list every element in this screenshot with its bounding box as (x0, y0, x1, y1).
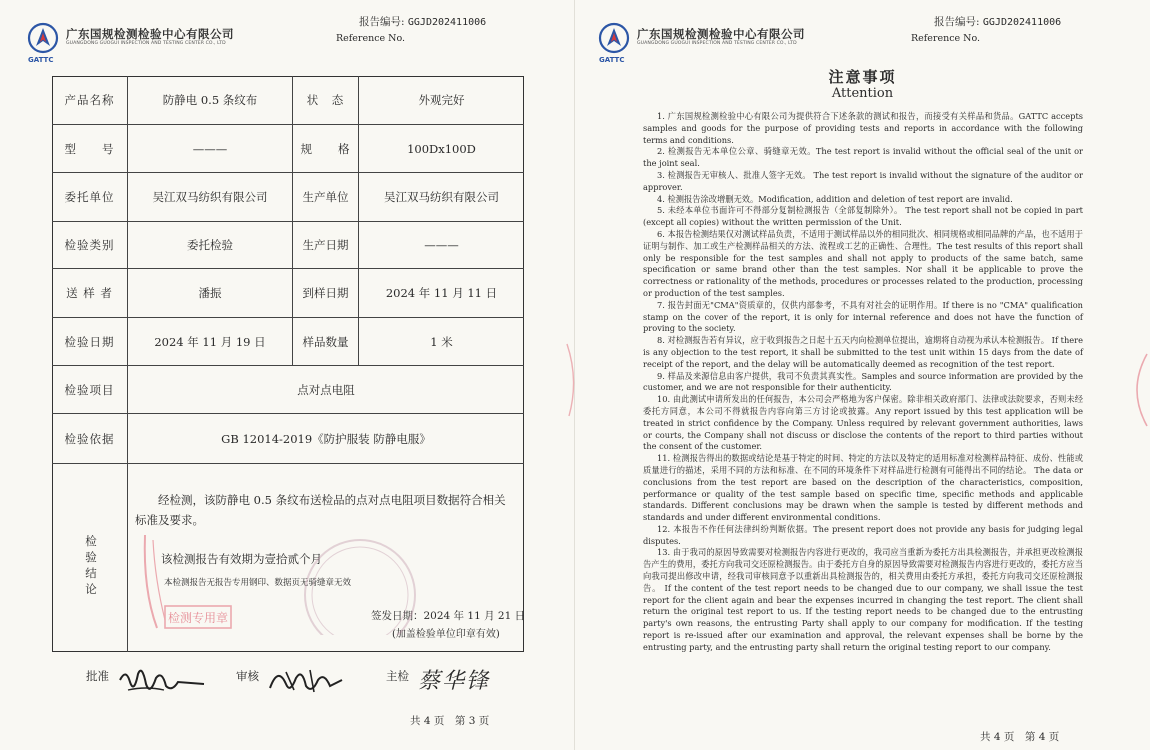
conclusion-label (52, 480, 130, 650)
category-value: 委托检验 (128, 222, 293, 269)
reference-label: Reference No. (911, 33, 981, 44)
validity-text: 该检测报告有效期为壹拾贰个月 (161, 552, 322, 566)
model-label: 型 号 (52, 125, 128, 173)
logo-text: GATTC (28, 56, 54, 64)
attention-title-cn: 注意事项 (828, 68, 897, 86)
status-label: 状 态 (293, 76, 359, 125)
report-number-value: GGJD202411006 (407, 17, 487, 28)
spec-value: 100Dx100D (359, 125, 524, 173)
attention-item: 7. 报告封面无"CMA"资质章的，仅供内部参考，不具有对社会的证明作用。If there is no "CMA" qualification stamp on the cover of the report, it is only for internal reference and does not have the function of proving to the society. (643, 299, 1083, 334)
approver-label: 批准 (86, 669, 109, 683)
attention-body (643, 111, 1083, 654)
category-label: 检验类别 (52, 222, 128, 269)
issue-note: (加盖检验单位印章有效) (392, 629, 500, 640)
attention-title-en: Attention (831, 86, 894, 101)
model-value: ——— (128, 125, 293, 173)
company-name-cn: 广东国规检测检验中心有限公司 (637, 27, 805, 41)
manufacturer-label: 生产单位 (293, 173, 359, 222)
attention-item: 11. 检测报告得出的数据或结论是基于特定的时间、特定的方法以及特定的适用标准对检测样品特征、成份、性能或质量进行的描述，采用不同的方法和标准、在不同的环境条件下对样品进行检测有可能得出不同的结论。 The data or conclusions from the test report are based on the description of the characteristics, composition, performance or quality of the test sample based on specific time, specific methods and applicable standards. Different conclusions may be drawn when the sample is tested by different methods and standards and under different environmental conditions. (643, 453, 1083, 523)
reviewer-label: 审核 (236, 669, 259, 683)
attention-item: 12. 本报告不作任何法律纠纷判断依据。The present report does not provide any basis for judging legal disputes. (643, 523, 1083, 546)
arrival-date-value: 2024 年 11 月 11 日 (359, 269, 524, 318)
company-logo (26, 22, 256, 64)
approver-signature (116, 660, 208, 700)
gattc-logo-icon (26, 22, 60, 56)
attention-item: 3. 检测报告无审核人、批准人签字无效。 The test report is invalid without the signature of the auditor or approver. (643, 169, 1083, 192)
seal-text: 检测专用章 (167, 611, 229, 625)
report-number (934, 14, 1061, 29)
reference-label: Reference No. (336, 33, 406, 44)
manufacturer-value: 吴江双马纺织有限公司 (359, 173, 524, 222)
product-name-label: 产品名称 (52, 76, 128, 125)
attention-item: 5. 未经本单位书面许可不得部分复制检测报告（全部复制除外）。 The test report shall not be copied in part (except all copies) without the written permission of the Unit. (643, 205, 1083, 228)
page-number-left: 共 4 页 第 3 页 (410, 715, 490, 727)
sample-qty-label: 样品数量 (293, 318, 359, 366)
attention-item: 13. 由于我司的原因导致需要对检测报告内容进行更改的，我司应当重新为委托方出具检测报告，并承担更改检测报告产生的费用，委托方向我司交还原检测报告。由于委托方自身的原因导致需要对检测报告内容进行更改的，委托方应当向我司提出修改申请，经我司审核同意予以重新出具检测报告的，相关费用由委托方承担，委托方向我司交还原检测报告。 If the content of the test report needs to be changed due to our company, we shall issue the test report for the client again and bear the expenses incurred in changing the test report. The client shall return the original test report to us. If the testing report needs to be changed due to the entrusting party's own reasons, the entrusting Party shall apply to our company for modification. If the testing report is re-issued after our examination and approval, the relevant expenses shall be borne by the entrusting party, and the entrusting party shall return the original testing report to our company. (643, 547, 1083, 652)
client-value: 吴江双马纺织有限公司 (128, 173, 293, 222)
attention-item: 2. 检测报告无本单位公章、骑缝章无效。The test report is invalid without the official seal of the unit or the joint seal. (643, 146, 1083, 169)
report-page-4 (575, 0, 1150, 750)
attention-item: 4. 检测报告涂改增删无效。Modification, addition and deletion of test report are invalid. (657, 193, 1013, 204)
spec-label: 规 格 (293, 125, 359, 173)
report-number (359, 14, 486, 29)
attention-item: 8. 对检测报告若有异议，应于收到报告之日起十五天内向检测单位提出，逾期将自动视为承认本检测报告。 If there is any objection to the test report, it shall be submitted to the test unit within 15 days from the date of receipt of the report, and the delay will be automatically deemed as recognition of the test report. (643, 335, 1083, 369)
conclusion-label-char: 结 (85, 566, 97, 580)
logo-text: GATTC (599, 56, 625, 64)
conclusion-label-char: 检 (85, 534, 97, 548)
seal-note: 本检测报告无报告专用钢印、数据页无骑缝章无效 (164, 578, 352, 588)
items-label: 检验项目 (52, 366, 128, 414)
gattc-logo-icon (597, 22, 631, 56)
company-name-en: GUANGDONG GUOGUI INSPECTION AND TESTING CENTER CO., LTD (637, 41, 797, 46)
company-name-en: GUANGDONG GUOGUI INSPECTION AND TESTING CENTER CO., LTD (66, 41, 226, 46)
status-value: 外观完好 (359, 76, 524, 125)
conclusion-label-char: 论 (85, 582, 97, 596)
attention-item: 10. 由此测试申请所发出的任何报告，本公司会严格地为客户保密。除非相关政府部门、法律或法院要求，否则未经委托方同意，本公司不得就报告内容向第三方讨论或披露。Any report issued by this test application will be treated in strict confidence by the Company. Unless required by relevant government authorities, laws or courts, the Company shall not discuss or disclose the contents of the report to third parties without the consent of the customer. (643, 394, 1083, 452)
attention-item: 9. 样品及来源信息由客户提供，我司不负责其真实性。Samples and source information are provided by the customer, and we are not responsible for their authenticity. (643, 370, 1083, 393)
chief-inspector-signature: 蔡华锋 (418, 669, 491, 694)
product-name-value: 防静电 0.5 条纹布 (128, 76, 293, 125)
production-date-value: ——— (359, 222, 524, 269)
company-name-cn: 广东国规检测检验中心有限公司 (66, 27, 234, 41)
sender-value: 潘振 (128, 269, 293, 318)
inspection-date-label: 检验日期 (52, 318, 128, 366)
conclusion-text: 经检测，该防静电 0.5 条纹布送检品的点对点电阻项目数据符合相关标准及要求。 (135, 493, 506, 527)
basis-value: GB 12014-2019《防护服装 防静电服》 (128, 414, 524, 464)
company-logo (597, 22, 827, 64)
attention-item: 6. 本报告检测结果仅对测试样品负责，不适用于测试样品以外的相同批次、相同规格或相同品牌的产品，也不适用于证明与制作、加工或生产检测样品相关的方法、流程或工艺的正确性、合理性。The test results of this report shall only be responsible for the test samples and shall not apply to products of the same batch, same specification or same brand other than the test samples. Nor shall it be applicable to prove the correctness or rationality of the methods, procedures or processes related to the production, processing or production of the test samples. (643, 228, 1083, 298)
sender-label: 送 样 者 (52, 269, 128, 318)
reviewer-signature (266, 660, 346, 700)
issue-date: 签发日期：2024 年 11 月 21 日 (371, 610, 526, 622)
edge-seal-mark (1123, 350, 1150, 430)
arrival-date-label: 到样日期 (293, 269, 359, 318)
basis-label: 检验依据 (52, 414, 128, 464)
sample-qty-value: 1 米 (359, 318, 524, 366)
page-number-right: 共 4 页 第 4 页 (980, 731, 1060, 743)
inspection-date-value: 2024 年 11 月 19 日 (128, 318, 293, 366)
chief-inspector-label: 主检 (386, 669, 409, 683)
production-date-label: 生产日期 (293, 222, 359, 269)
items-value: 点对点电阻 (128, 366, 524, 414)
report-number-label: 报告编号: (934, 16, 980, 28)
attention-item: 1. 广东国规检测检验中心有限公司为提供符合下述条款的测试和报告，而接受有关样品和货品。GATTC accepts samples and goods for the purpose of providing tests and reports in accordance with the following terms and conditions. (643, 111, 1083, 145)
report-number-value: GGJD202411006 (982, 17, 1062, 28)
conclusion-label-char: 验 (85, 550, 97, 564)
client-label: 委托单位 (52, 173, 128, 222)
report-number-label: 报告编号: (359, 16, 405, 28)
